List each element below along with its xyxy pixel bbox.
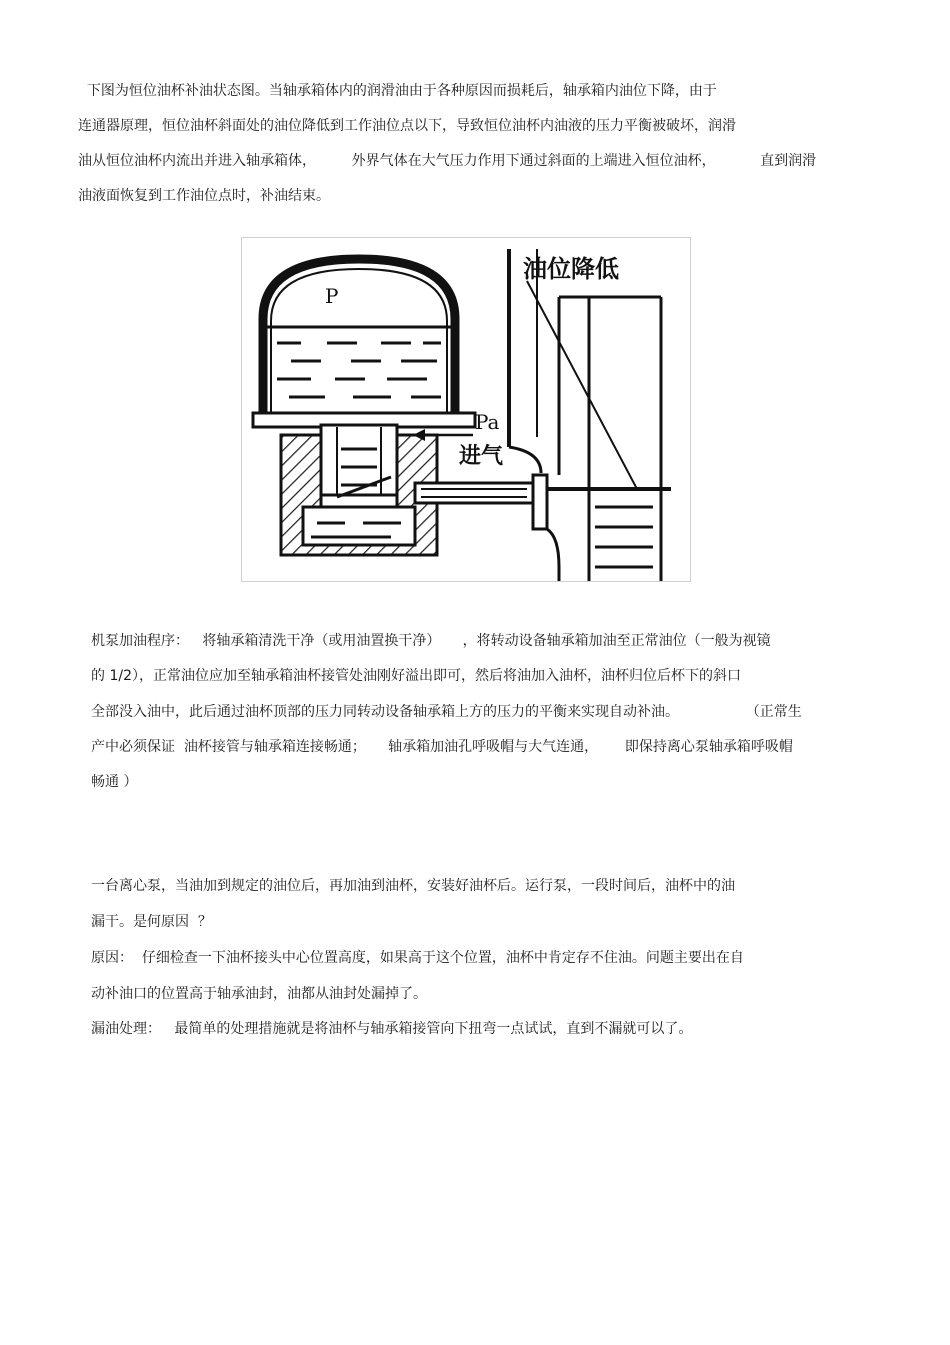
fix-line: 漏油处理： 最简单的处理措施就是将油杯与轴承箱接管向下扭弯一点试试，直到不漏就可以了。 [91,1021,693,1037]
label-pa: Pa [475,410,500,434]
intro-line-2: 连通器原理，恒位油杯斜面处的油位降低到工作油位点以下，导致恒位油杯内油液的压力平衡被破坏，润滑 [78,118,736,134]
procedure-line-2: 的 1/2），正常油位应加至轴承箱油杯接管处油刚好溢出即可，然后将油加入油杯，油杯归位后杯下的斜口 [91,668,741,684]
label-p: P [325,284,339,308]
oiler-diagram [241,237,691,582]
question-line-1: 一台离心泵，当油加到规定的油位后，再加油到油杯，安装好油杯后。运行泵，一段时间后，油杯中的油 [91,878,735,894]
answer-line-2: 动补油口的位置高于轴承油封，油都从油封处漏掉了。 [91,986,427,1002]
procedure-line-3: 全部没入油中，此后通过油杯顶部的压力同转动设备轴承箱上方的压力的平衡来实现自动补油。 （正常生 [91,704,802,720]
label-intake: 进气 [459,444,504,469]
procedure-line-4: 产中必须保证 油杯接管与轴承箱连接畅通； 轴承箱加油孔呼吸帽与大气连通， 即保持离心泵轴承箱呼吸帽 [91,739,793,755]
intro-line-1: 下图为恒位油杯补油状态图。当轴承箱体内的润滑油由于各种原因而损耗后，轴承箱内油位下降，由于 [78,83,717,99]
procedure-line-5: 畅通 ） [91,774,138,790]
question-line-2: 漏干。是何原因 ？ [91,914,212,930]
intro-line-4: 油液面恢复到工作油位点时，补油结束。 [78,188,330,204]
answer-line-1: 原因： 仔细检查一下油杯接头中心位置高度，如果高于这个位置，油杯中肯定存不住油。问题主要出在自 [91,950,744,966]
procedure-line-1: 机泵加油程序： 将轴承箱清洗干净（或用油置换干净） ，将转动设备轴承箱加油至正常油位（一般为视镜 [91,633,771,649]
intro-line-3: 油从恒位油杯内流出并进入轴承箱体， 外界气体在大气压力作用下通过斜面的上端进入恒位油杯， 直到润滑 [78,153,817,169]
label-oil-level-drop: 油位降低 [523,255,619,283]
